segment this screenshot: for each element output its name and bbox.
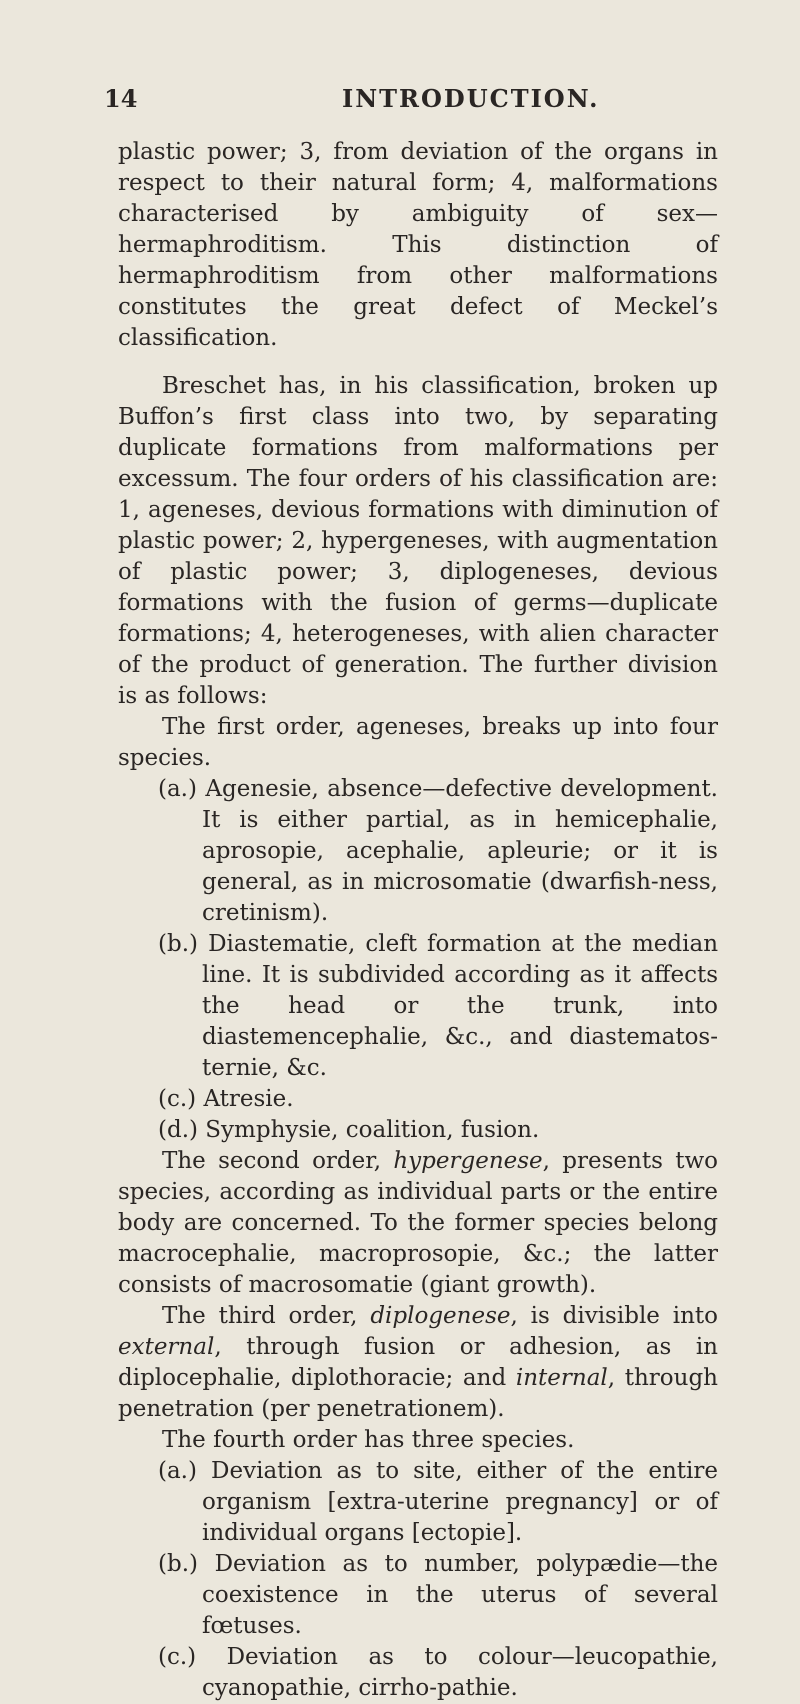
paragraph-third-order <box>118 1301 718 1425</box>
text-run: The third order, <box>162 1303 371 1329</box>
body-text <box>118 137 718 1704</box>
item-label: (c.) <box>158 1086 197 1112</box>
paragraph-fourth-order: The fourth order has three species. <box>162 1427 575 1453</box>
term-external: external <box>118 1334 215 1360</box>
fourth-order-list <box>118 1456 718 1704</box>
text-run: , through penetration (per penetrationem). <box>118 1365 718 1422</box>
term-internal: internal <box>515 1365 608 1391</box>
item-label: (d.) <box>158 1117 198 1143</box>
item-label: (a.) <box>158 776 197 802</box>
list-item <box>118 1115 718 1146</box>
list-item <box>118 1642 718 1704</box>
list-item <box>118 774 718 929</box>
text-run: The second order, <box>162 1148 394 1174</box>
term-diplogenese: diplogenese <box>370 1303 511 1329</box>
item-label: (b.) <box>158 1551 198 1577</box>
text-run: , presents two species, according as individual parts or the entire body are concerned. To the former species belong macrocephalie, macroprosopie, &c.; the latter consists of macrosomatie (giant growth). <box>118 1148 718 1298</box>
item-text: Deviation as to number, polypædie—the coexistence in the uterus of several fœtuses. <box>202 1551 719 1639</box>
paragraph-second-order <box>118 1146 718 1301</box>
page-number: 14 <box>104 84 138 113</box>
paragraph-first-order: The first order, ageneses, breaks up into four species. <box>118 714 718 771</box>
page-header <box>104 84 724 124</box>
item-label: (a.) <box>158 1458 197 1484</box>
list-item <box>118 1084 718 1115</box>
item-text: Deviation as to colour—leucopathie, cyanopathie, cirrho-pathie. <box>202 1644 718 1701</box>
item-text: Deviation as to site, either of the entire organism [extra-uterine pregnancy] or of individual organs [ectopie]. <box>202 1458 719 1546</box>
item-label: (c.) <box>158 1644 197 1670</box>
text-run: , through fusion or adhesion, as in diplocephalie, diplothoracie; and <box>118 1334 718 1391</box>
list-item <box>118 1456 718 1549</box>
first-order-list <box>118 774 718 1146</box>
item-text: Agenesie, absence—defective development. It is either partial, as in hemicephalie, aprosopie, acephalie, apleurie; or it is general, as in microsomatie (dwarfish-ness, cretinism). <box>202 776 718 926</box>
text-run: , is divisible into <box>510 1303 718 1329</box>
term-hypergenese: hypergenese <box>393 1148 543 1174</box>
item-text: Atresie. <box>203 1086 294 1112</box>
list-item <box>118 929 718 1084</box>
running-title: INTRODUCTION. <box>342 84 600 113</box>
item-text: Symphysie, coalition, fusion. <box>205 1117 540 1143</box>
paragraph-meckel-continuation: plastic power; 3, from deviation of the organs in respect to their natural form; 4, malformations characterised by ambiguity of sex—hermaphroditism. This distinction of hermaphroditism from other malformations constitutes the great defect of Meckel’s classification. <box>118 139 718 351</box>
item-label: (b.) <box>158 931 198 957</box>
item-text: Diastematie, cleft formation at the median line. It is subdivided according as it affects the head or the trunk, into diastemencephalie, &c., and diastematos-ternie, &c. <box>202 931 719 1081</box>
paragraph-breschet: Breschet has, in his classification, broken up Buffon’s first class into two, by separating duplicate formations from malformations per excessum. The four orders of his classification are: 1, ageneses, devious formations with diminution of plastic power; 2, hypergeneses, with augmentation of plastic power; 3, diplogeneses, devious formations with the fusion of germs—duplicate formations; 4, heterogeneses, with alien character of the product of generation. The further division is as follows: <box>118 373 718 709</box>
list-item <box>118 1549 718 1642</box>
